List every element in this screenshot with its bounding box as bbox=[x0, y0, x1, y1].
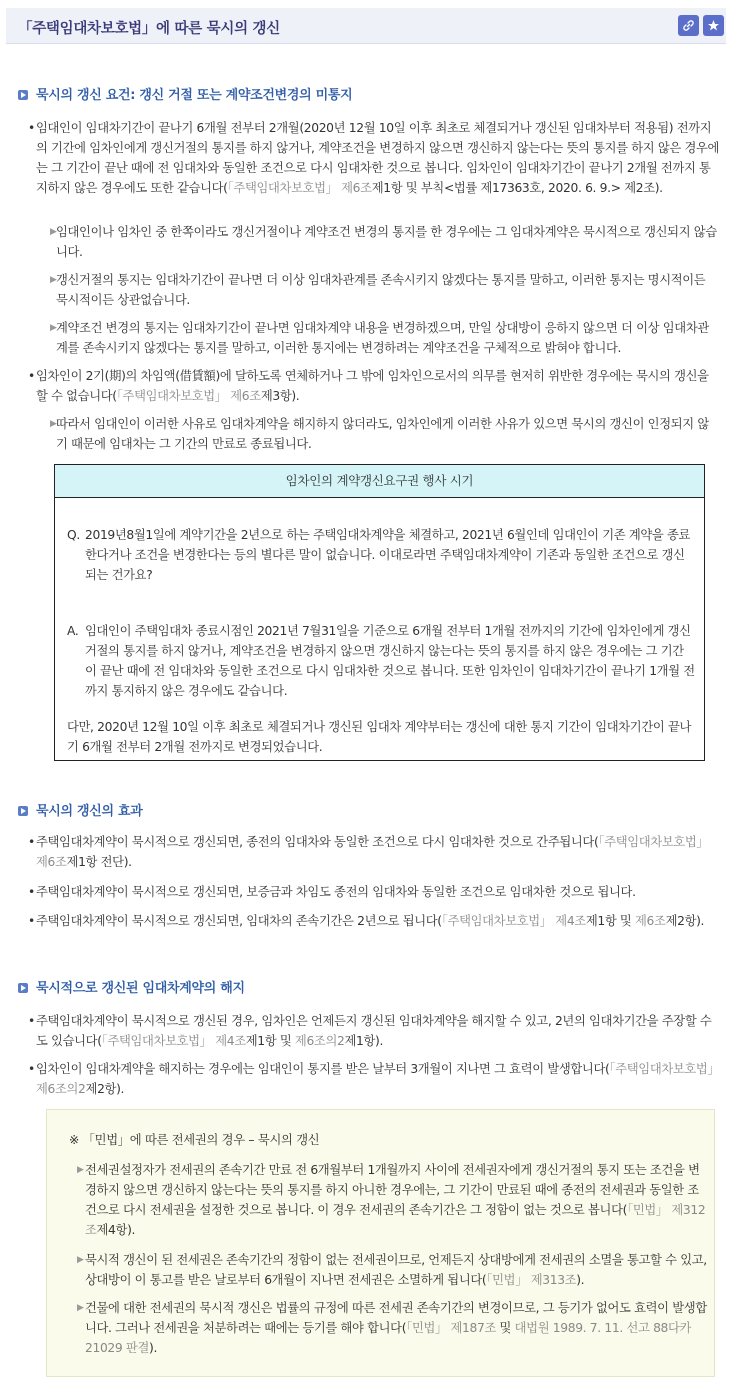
law-link[interactable]: 제6조의2 bbox=[294, 1034, 345, 1048]
page-title: 「주택임대차보호법」에 따른 묵시의 갱신 bbox=[18, 21, 280, 37]
paragraph-termination-2: • 임차인이 임대차계약을 해지하는 경우에는 임대인이 통지를 받은 날부터 3개월이 지나면 그 효력이 발생합니다(「주택임대차보호법」 제6조의2제2항). bbox=[28, 1062, 720, 1096]
paragraph-termination-1: • 주택임대차계약이 묵시적으로 갱신된 경우, 임차인은 언제든지 갱신된 임대차계약을 해지할 수 있고, 2년의 임대차기간을 주장할 수도 있습니다(「주택임대차보호법」 제4조제1항 및 제6조의2제1항). bbox=[28, 1014, 712, 1048]
sub-item: ▶ 계약조건 변경의 통지는 임대차기간이 끝나면 임대차계약 내용을 변경하겠으며, 만일 상대방이 응하지 않으면 더 이상 임대차관계를 존속시키지 않겠다는 통지를 말하고, 이러한 통지에는 변경하려는 계약조건을 구체적으로 밝혀야 합니다. bbox=[56, 318, 720, 358]
paragraph-effect-1: • 주택임대차계약이 묵시적으로 갱신되면, 종전의 임대차와 동일한 조건으로 다시 임대차한 것으로 간주됩니다(「주택임대차보호법」 제6조제1항 전단). bbox=[28, 835, 709, 869]
civil-note-item: ▶ 건물에 대한 전세권의 묵시적 갱신은 법률의 규정에 따른 전세권 존속기간의 변경이므로, 그 등기가 없어도 효력이 발생합니다. 그러나 전세권을 처분하려는 때에는 등기를 해야 합니다(「민법」 제187조 및 대법원 1989. 7. 11. 선고 88다카21029 판결). bbox=[85, 1298, 707, 1358]
section-bullet-icon bbox=[18, 983, 28, 993]
section-heading-requirements: 묵시의 갱신 요건: 갱신 거절 또는 계약조건변경의 미통지 bbox=[18, 84, 352, 103]
link-button[interactable] bbox=[678, 15, 699, 36]
law-link[interactable]: 「주택임대차보호법」 제6조의2 bbox=[36, 1062, 720, 1096]
law-link[interactable]: 「민법」 제312조 bbox=[85, 1203, 706, 1237]
star-icon bbox=[707, 19, 720, 32]
civil-law-note-box bbox=[46, 1109, 715, 1377]
answer: A. 임대인이 주택임대차 종료시점인 2021년 7월31일을 기준으로 6개월 전부터 1개월 전까지의 기간에 임차인에게 갱신거절의 통지를 하지 않거나, 계약조건을 변경하지 않으면 갱신하지 않는다는 뜻의 통지를 하지 않은 경우에는 그 기간이 끝난 때에 전 임대차와 동일한 조건으로 다시 임대차한 것으로 봅니다. 또한 임차인이 임대차기간이 끝나기 1개월 전까지 통지하지 않은 경우에도 같습니다. bbox=[67, 624, 695, 698]
section-bullet-icon bbox=[18, 90, 28, 100]
law-link[interactable]: 「주택임대차보호법」 제6조 bbox=[116, 389, 261, 403]
arrow-icon: ▶ bbox=[77, 1255, 84, 1265]
law-link[interactable]: 제6조 bbox=[635, 914, 666, 928]
arrow-icon: ▶ bbox=[50, 419, 57, 429]
section-heading-termination: 묵시적으로 갱신된 임대차계약의 해지 bbox=[18, 977, 245, 996]
arrow-icon: ▶ bbox=[77, 1303, 84, 1313]
section-bullet-icon bbox=[18, 806, 28, 816]
title-bar bbox=[6, 8, 726, 44]
law-link[interactable]: 대법원 1989. 7. 11. 선고 88다카21029 판결 bbox=[85, 1321, 692, 1355]
sub-item: ▶ 임대인이나 임차인 중 한쪽이라도 갱신거절이나 계약조건 변경의 통지를 한 경우에는 그 임대차계약은 묵시적으로 갱신되지 않습니다. bbox=[56, 222, 720, 262]
law-link[interactable]: 「민법」 제187조 bbox=[406, 1321, 496, 1335]
civil-note-item: ▶ 묵시적 갱신이 된 전세권은 존속기간의 정함이 없는 전세권이므로, 언제든지 상대방에게 전세권의 소멸을 통고할 수 있고, 상대방이 이 통고를 받은 날로부터 6개월이 지나면 전세권은 소멸하게 됩니다(「민법」 제313조). bbox=[85, 1250, 707, 1290]
question: Q. 2019년8월1일에 계약기간을 2년으로 하는 주택임대차계약을 체결하고, 2021년 6월인데 임대인이 기존 계약을 종료한다거나 조건을 변경한다는 등의 별다른 말이 없습니다. 이대로라면 주택임대차계약이 기존과 동일한 조건으로 갱신되는 건가요? bbox=[67, 528, 691, 582]
answer-note: 다만, 2020년 12월 10일 이후 최초로 체결되거나 갱신된 임대차 계약부터는 갱신에 대한 통지 기간이 임대차기간이 끝나기 6개월 전부터 2개월 전까지로 변경되었습니다. bbox=[67, 720, 691, 754]
law-link[interactable]: 「주택임대차보호법」 제4조 bbox=[441, 914, 586, 928]
paragraph-effect-2: • 주택임대차계약이 묵시적으로 갱신되면, 보증금과 차임도 종전의 임대차와 동일한 조건으로 임대차한 것으로 됩니다. bbox=[28, 885, 636, 899]
arrow-icon: ▶ bbox=[50, 227, 57, 237]
sub-item: ▶ 따라서 임대인이 이러한 사유로 임대차계약을 해지하지 않더라도, 임차인에게 이러한 사유가 있으면 묵시의 갱신이 인정되지 않기 때문에 임대차는 그 기간의 만료로 종료됩니다. bbox=[56, 414, 720, 454]
paragraph-renewal-requirement: • 임대인이 임대차기간이 끝나기 6개월 전부터 2개월(2020년 12월 10일 이후 최초로 체결되거나 갱신된 임대차부터 적용됨) 전까지의 기간에 임차인에게 갱신거절의 통지를 하지 않거나, 계약조건을 변경하지 않으면 갱신하지 않는다는 뜻의 통지를 하지 않은 경우에는 그 기간이 끝난 때에 전 임대차와 동일한 조건으로 다시 임대차한 것으로 봅니다. 임차인이 임대차기간이 끝나기 2개월 전까지 통지하지 않은 경우에도 또한 같습니다(「주택임대차보호법」 제6조제1항 및 부칙<법률 제17363호, 2020. 6. 9.> 제2조). bbox=[28, 121, 720, 195]
arrow-icon: ▶ bbox=[50, 275, 57, 285]
arrow-icon: ▶ bbox=[50, 323, 57, 333]
arrow-icon: ▶ bbox=[77, 1165, 84, 1175]
link-icon bbox=[682, 19, 695, 32]
qa-box-header: 임차인의 계약갱신요구권 행사 시기 bbox=[55, 465, 704, 498]
law-link[interactable]: 「주택임대차보호법」 제4조 bbox=[101, 1034, 246, 1048]
bookmark-button[interactable] bbox=[703, 15, 724, 36]
section-heading-effects: 묵시의 갱신의 효과 bbox=[18, 800, 143, 819]
civil-note-item: ▶ 전세권설정자가 전세권의 존속기간 만료 전 6개월부터 1개월까지 사이에 전세권자에게 갱신거절의 통지 또는 조건을 변경하지 않으면 갱신하지 않는다는 뜻의 통지를 하지 아니한 경우에는, 그 기간이 만료된 때에 종전의 전세권과 동일한 조건으로 다시 전세권을 설정한 것으로 봅니다. 이 경우 전세권의 존속기간은 그 정함이 없는 것으로 봅니다(「민법」 제312조제4항). bbox=[85, 1160, 707, 1240]
law-link[interactable]: 「민법」 제313조 bbox=[486, 1273, 577, 1287]
law-link[interactable]: 「주택임대차보호법」 제6조 bbox=[227, 181, 372, 195]
sub-item: ▶ 갱신거절의 통지는 임대차기간이 끝나면 더 이상 임대차관계를 존속시키지 않겠다는 통지를 말하고, 이러한 통지는 명시적이든 묵시적이든 상관없습니다. bbox=[56, 270, 720, 310]
qa-box bbox=[54, 464, 705, 761]
paragraph-effect-3: • 주택임대차계약이 묵시적으로 갱신되면, 임대차의 존속기간은 2년으로 됩니다(「주택임대차보호법」 제4조제1항 및 제6조제2항). bbox=[28, 914, 705, 928]
civil-law-note-heading: ※ 「민법」에 따른 전세권의 경우 – 묵시의 갱신 bbox=[69, 1133, 320, 1147]
paragraph-arrears: • 임차인이 2기(期)의 차임액(借賃額)에 달하도록 연체하거나 그 밖에 임차인으로서의 의무를 현저히 위반한 경우에는 묵시의 갱신을 할 수 없습니다(「주택임대차보호법」 제6조제3항). bbox=[28, 369, 709, 403]
law-link[interactable]: 「주택임대차보호법」 제6조 bbox=[36, 835, 709, 869]
